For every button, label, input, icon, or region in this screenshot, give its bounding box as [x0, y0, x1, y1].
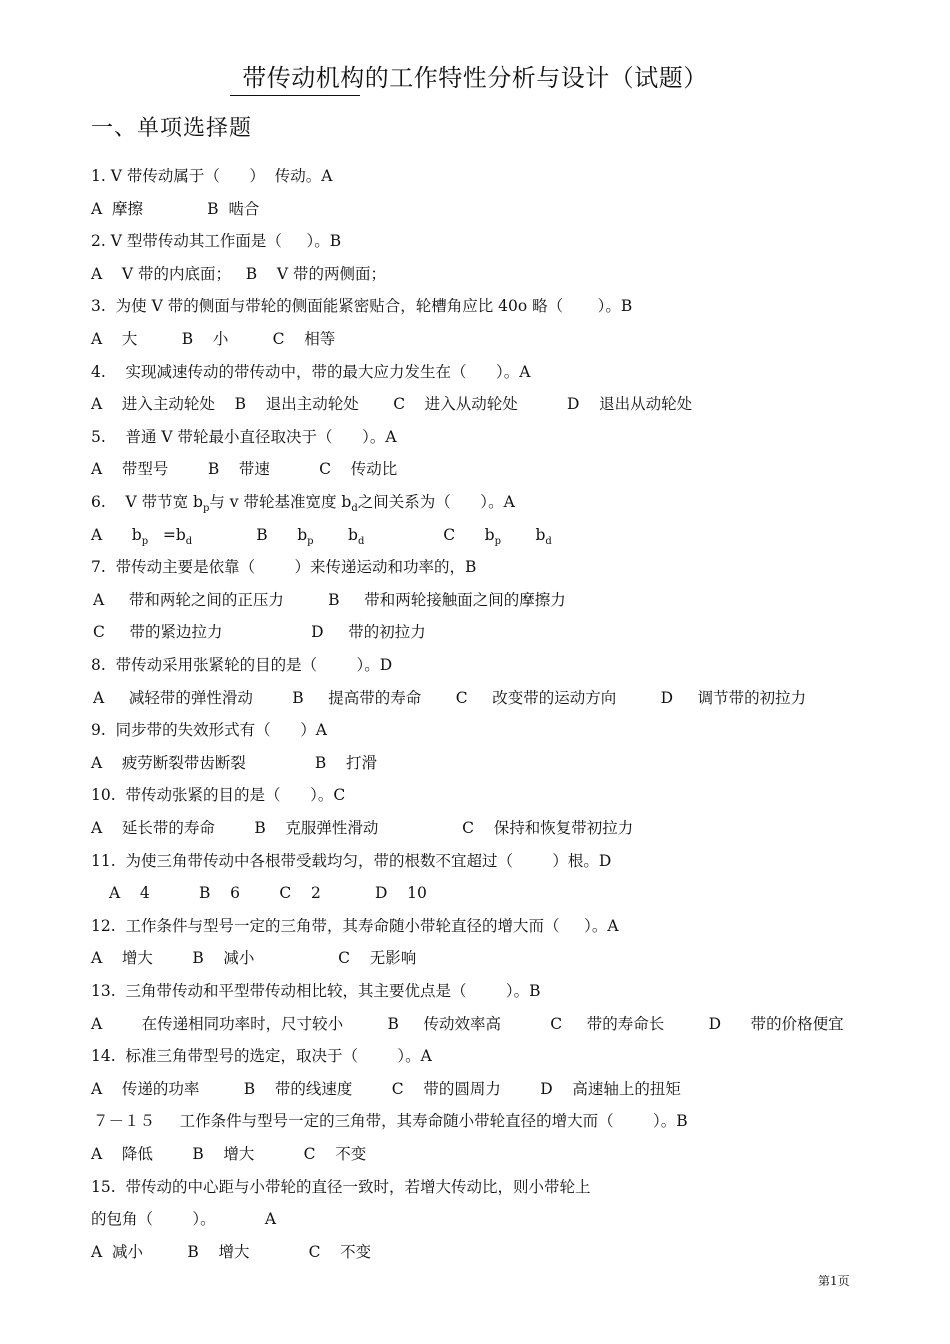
text-line: A 摩擦 B 啮合 — [91, 199, 260, 218]
text-line: 4. 实现减速传动的带传动中，带的最大应力发生在（ ）。A — [91, 362, 531, 381]
text-line: A 降低 B 增大 C 不变 — [91, 1145, 367, 1163]
text-segment: B b — [192, 525, 308, 544]
text-line: A 带和两轮之间的正压力 B 带和两轮接触面之间的摩擦力 — [93, 590, 566, 609]
text-segment: =b — [148, 525, 186, 544]
title-underline — [230, 95, 360, 96]
text-line: A V 带的内底面； B V 带的两侧面； — [91, 264, 387, 283]
text-line: A 传递的功率 B 带的线速度 C 带的圆周力 D 高速轴上的扭矩 — [91, 1079, 681, 1098]
document-title: 带传动机构的工作特性分析与设计（试题） — [242, 64, 708, 92]
text-line — [91, 491, 515, 513]
text-line: 14. 标准三角带型号的选定，取决于（ ）。A — [91, 1047, 432, 1066]
text-line: A 在传递相同功率时，尺寸较小 B 传动效率高 C 带的寿命长 D 带的价格便宜 — [91, 1014, 844, 1033]
text-line: 7. 带传动主要是依靠（ ）来传递运动和功率的，B — [91, 558, 477, 577]
text-line: A 减轻带的弹性滑动 B 提高带的寿命 C 改变带的运动方向 D 调节带的初拉力 — [93, 688, 807, 707]
text-line: A 减小 B 增大 C 不变 — [91, 1242, 372, 1261]
text-line: 8. 带传动采用张紧轮的目的是（ ）。D — [91, 656, 393, 674]
text-line: 10. 带传动张紧的目的是（ ）。C — [91, 786, 346, 805]
text-line: 9. 同步带的失效形式有（ ）A — [91, 721, 327, 740]
text-segment: C b — [364, 525, 495, 544]
subscript: p — [141, 535, 149, 547]
text-segment: 之间关系为（ ）。A — [357, 493, 515, 511]
text-line: 13. 三角带传动和平型带传动相比较，其主要优点是（ ）。B — [91, 982, 541, 1000]
text-line: A 疲劳断裂带齿断裂 B 打滑 — [91, 753, 377, 772]
text-segment: A b — [91, 525, 142, 544]
text-line: 11. 为使三角带传动中各根带受载均匀，带的根数不宜超过（ ）根。D — [91, 851, 612, 870]
text-line — [91, 524, 552, 546]
text-segment: b — [313, 525, 358, 544]
text-line: 12. 工作条件与型号一定的三角带，其寿命随小带轮直径的增大而（ ）。A — [91, 916, 619, 935]
text-line: A 进入主动轮处 B 退出主动轮处 C 进入从动轮处 D 退出从动轮处 — [91, 395, 693, 414]
text-line: C 带的紧边拉力 D 带的初拉力 — [93, 623, 426, 642]
subscript: d — [351, 503, 358, 514]
subscript: d — [185, 535, 193, 547]
subscript: p — [307, 535, 314, 547]
text-line: 的包角（ ）。 A — [91, 1210, 277, 1229]
text-line: A 延长带的寿命 B 克服弹性滑动 C 保持和恢复带初拉力 — [91, 819, 634, 837]
text-line: 2. V 型带传动其工作面是（ ）。B — [91, 232, 342, 251]
section-heading: 一、单项选择题 — [91, 116, 253, 141]
subscript: d — [545, 535, 552, 547]
text-segment: b — [500, 525, 546, 544]
text-line: ７－１５ 工作条件与型号一定的三角带，其寿命随小带轮直径的增大而（ ）。B — [93, 1112, 688, 1131]
text-segment: 6. V 带节宽 b — [91, 493, 203, 511]
page-number: 第1页 — [818, 1274, 850, 1288]
text-line: A 4 B 6 C 2 D 10 — [109, 884, 427, 903]
text-line: A 增大 B 减小 C 无影响 — [91, 949, 417, 968]
text-line: 5. 普通 V 带轮最小直径取决于（ ）。A — [91, 427, 397, 446]
subscript: p — [202, 503, 210, 514]
text-segment: 与 v 带轮基准宽度 b — [209, 493, 352, 511]
text-line: 3. 为使 V 带的侧面与带轮的侧面能紧密贴合，轮槽角应比 40o 略（ ）。B — [91, 297, 633, 316]
text-line: A 大 B 小 C 相等 — [91, 330, 336, 348]
subscript: p — [494, 535, 501, 547]
subscript: d — [357, 535, 365, 547]
text-line: 1. V 带传动属于（ ） 传动。A — [91, 167, 333, 185]
text-line: 15. 带传动的中心距与小带轮的直径一致时，若增大传动比，则小带轮上 — [91, 1177, 591, 1196]
text-line: A 带型号 B 带速 C 传动比 — [91, 460, 398, 479]
